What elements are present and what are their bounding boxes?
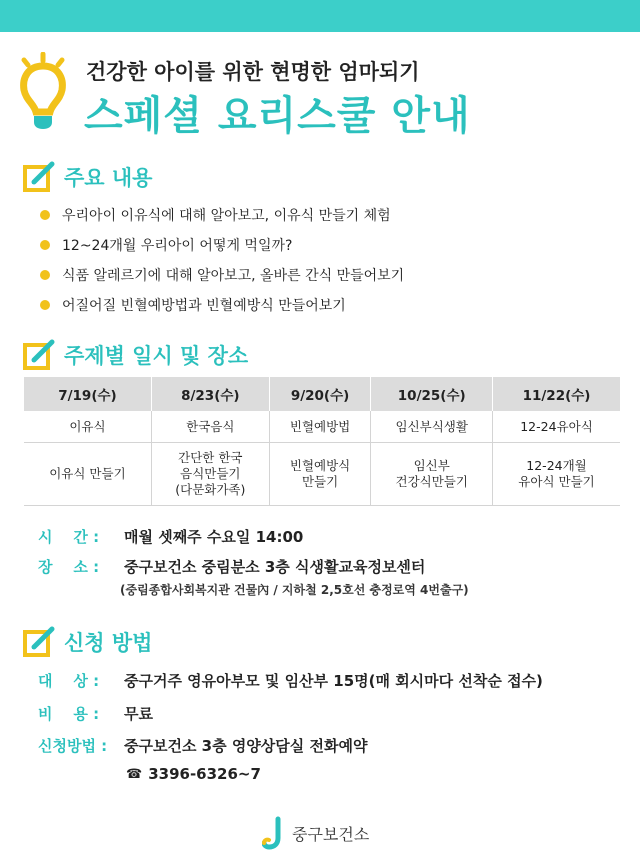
table-header-row (24, 377, 620, 411)
topic-cell: 임신부식생활 (371, 411, 493, 442)
activity-cell: 임신부 건강식만들기 (371, 442, 493, 505)
place-value: 중구보건소 중림분소 3층 식생활교육정보센터 (124, 558, 426, 576)
bullet-dot-icon (40, 300, 50, 310)
list-item: 어질어질 빈혈예방법과 빈혈예방식 만들어보기 (40, 290, 404, 320)
topic-cell: 이유식 (24, 411, 151, 442)
activity-cell: 간단한 한국 음식만들기 (다문화가족) (151, 442, 269, 505)
place-note: (중림종합사회복지관 건물內 / 지하철 2,5호선 충정로역 4번출구) (120, 583, 469, 597)
bullet-dot-icon (40, 270, 50, 280)
activity-cell: 이유식 만들기 (24, 442, 151, 505)
activity-cell: 12-24개월 유아식 만들기 (493, 442, 620, 505)
place-row (38, 556, 425, 577)
section-apply-heading (22, 625, 152, 659)
date-cell: 7/19(수) (24, 377, 151, 411)
page-title: 스페셜 요리스쿨 안내 (84, 93, 471, 139)
main-content-list (40, 200, 404, 320)
date-cell: 9/20(수) (269, 377, 371, 411)
section-main-title: 주요 내용 (64, 166, 153, 190)
method-label: 신청방법 : (38, 737, 108, 755)
activity-cell: 빈혈예방식 만들기 (269, 442, 371, 505)
list-item: 식품 알레르기에 대해 알아보고, 올바른 간식 만들어보기 (40, 260, 404, 290)
page-subtitle: 건강한 아이를 위한 현명한 엄마되기 (86, 60, 420, 84)
cost-label: 비 용 : (38, 705, 100, 723)
time-label: 시 간 : (38, 528, 100, 546)
section-schedule-title: 주제별 일시 및 장소 (64, 344, 249, 368)
method-row (38, 735, 367, 756)
date-cell: 8/23(수) (151, 377, 269, 411)
topic-cell: 한국음식 (151, 411, 269, 442)
phone-number: 3396-6326~7 (148, 765, 261, 783)
table-row (24, 411, 620, 442)
list-item: 12~24개월 우리아이 어떻게 먹일까? (40, 230, 404, 260)
target-row (38, 670, 543, 691)
footer-org-name: 중구보건소 (292, 824, 370, 844)
jung-gu-logo-icon (262, 816, 288, 850)
bullet-dot-icon (40, 240, 50, 250)
telephone-icon: ☎ (126, 766, 143, 782)
checklist-pencil-icon (22, 338, 56, 372)
schedule-table (24, 377, 620, 506)
target-label: 대 상 : (38, 672, 100, 690)
target-value: 중구거주 영유아부모 및 임산부 15명(매 회시마다 선착순 접수) (124, 672, 543, 690)
method-value: 중구보건소 3층 영양상담실 전화예약 (124, 737, 368, 755)
phone-row (126, 765, 261, 783)
top-banner-bar (0, 0, 640, 32)
cost-row (38, 703, 153, 724)
topic-cell: 12-24유아식 (493, 411, 620, 442)
bullet-dot-icon (40, 210, 50, 220)
time-value: 매월 셋째주 수요일 14:00 (124, 528, 304, 546)
section-main-heading (22, 160, 152, 194)
section-apply-title: 신청 방법 (64, 631, 153, 655)
place-label: 장 소 : (38, 558, 100, 576)
date-cell: 10/25(수) (371, 377, 493, 411)
lightbulb-icon (18, 52, 68, 130)
list-item: 우리아이 이유식에 대해 알아보고, 이유식 만들기 체험 (40, 200, 404, 230)
date-cell: 11/22(수) (493, 377, 620, 411)
topic-cell: 빈혈예방법 (269, 411, 371, 442)
cost-value: 무료 (124, 705, 153, 723)
time-row (38, 526, 303, 547)
checklist-pencil-icon (22, 625, 56, 659)
section-schedule-heading (22, 338, 248, 372)
table-row (24, 442, 620, 505)
footer-logo (262, 816, 369, 850)
checklist-pencil-icon (22, 160, 56, 194)
